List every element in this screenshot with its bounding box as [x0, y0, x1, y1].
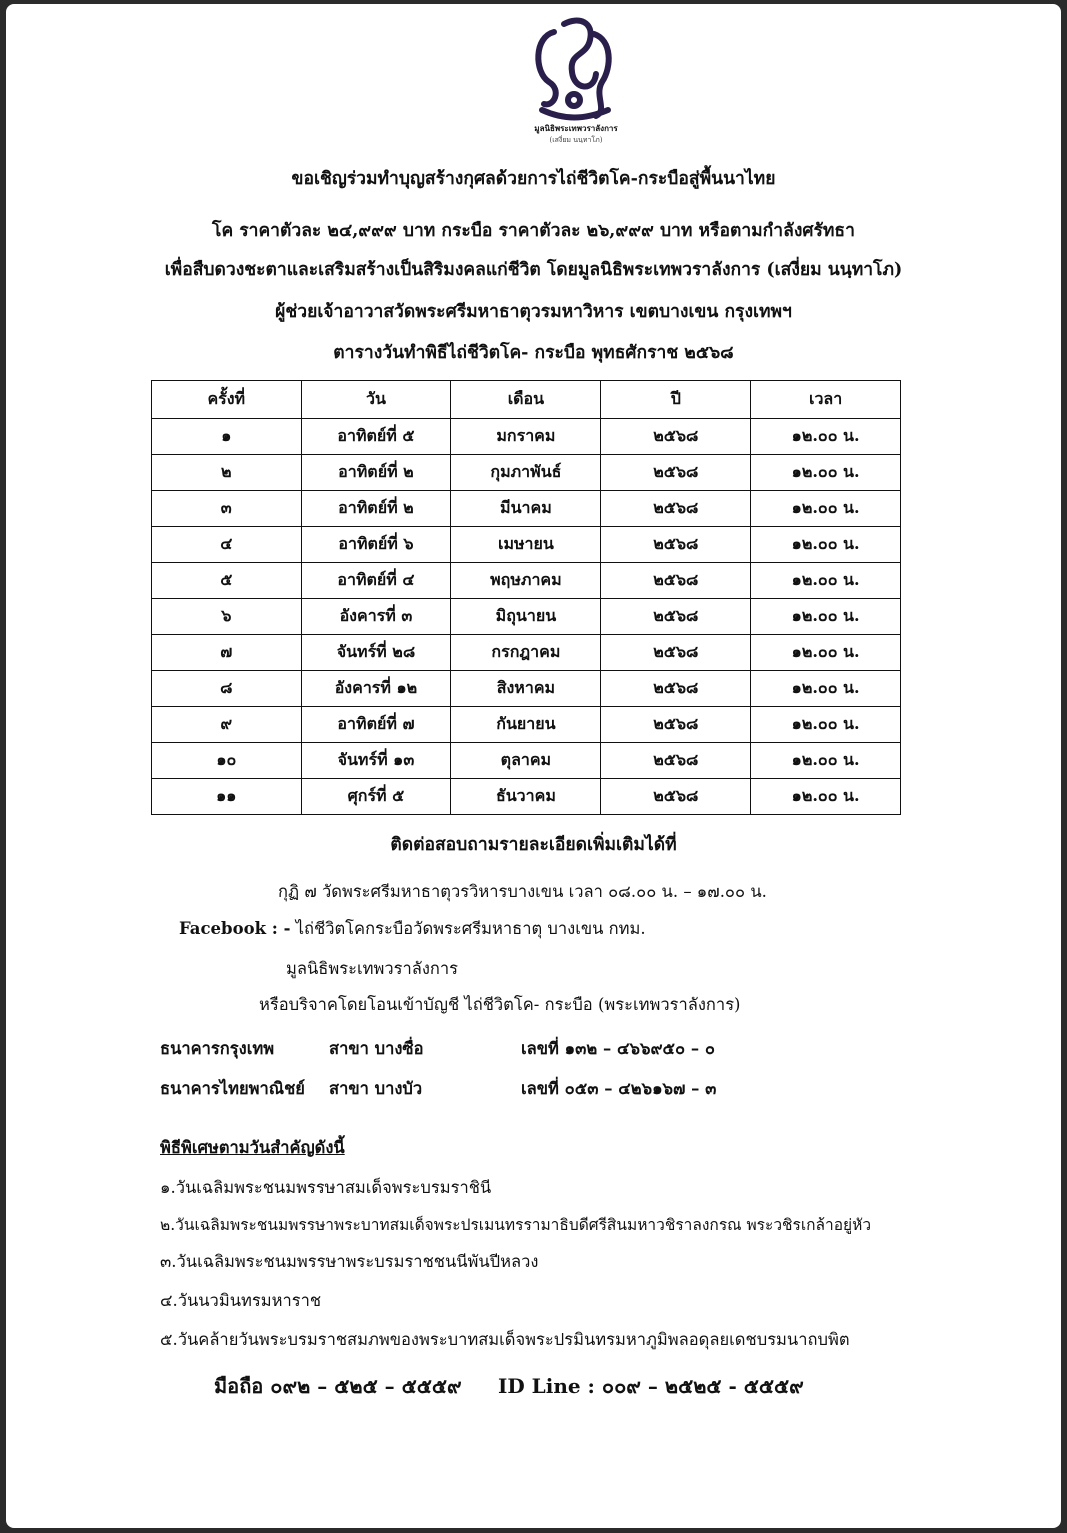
facebook-page-link[interactable]: ไถ่ชีวิตโคกระบือวัดพระศรีมหาธาตุ บางเขน กทม. [295, 919, 646, 938]
cell-round: ๔ [152, 527, 302, 563]
org-name: มูลนิธิพระเทพวราลังการ [534, 123, 618, 133]
cell-day: อาทิตย์ที่ ๗ [301, 707, 451, 743]
table-row [152, 599, 901, 635]
cell-time: ๑๒.๐๐ น. [751, 419, 901, 455]
facebook-label: Facebook : - [179, 919, 291, 938]
cell-month: กรกฎาคม [451, 635, 601, 671]
cell-round: ๓ [152, 491, 302, 527]
table-row [152, 635, 901, 671]
cell-day: อังคารที่ ๑๒ [301, 671, 451, 707]
cell-day: อาทิตย์ที่ ๖ [301, 527, 451, 563]
bank-branch: สาขา บางซื่อ [329, 1039, 424, 1058]
cell-day: อาทิตย์ที่ ๕ [301, 419, 451, 455]
cell-month: มีนาคม [451, 491, 601, 527]
cell-month: กันยายน [451, 707, 601, 743]
cell-year: ๒๕๖๘ [601, 491, 751, 527]
foundation-seal-icon [524, 12, 622, 124]
cell-day: อาทิตย์ที่ ๒ [301, 455, 451, 491]
list-item: ๓.วันเฉลิมพระชนมพรรษาพระบรมราชชนนีพันปีหลวง [160, 1252, 539, 1271]
cell-year: ๒๕๖๘ [601, 455, 751, 491]
special-ceremonies-heading: พิธีพิเศษตามวันสำคัญดังนี้ [160, 1138, 345, 1157]
table-row [152, 455, 901, 491]
cell-round: ๑๑ [152, 779, 302, 815]
table-row [152, 671, 901, 707]
cell-month: สิงหาคม [451, 671, 601, 707]
donation-line: หรือบริจาคโดยโอนเข้าบัญชี ไถ่ชีวิตโค- กระบือ (พระเทพวราลังการ) [259, 995, 741, 1014]
cell-round: ๑๐ [152, 743, 302, 779]
cell-year: ๒๕๖๘ [601, 419, 751, 455]
temple-line: ผู้ช่วยเจ้าอาวาสวัดพระศรีมหาธาตุวรมหาวิหาร เขตบางเขน กรุงเทพฯ [275, 302, 792, 322]
cell-round: ๗ [152, 635, 302, 671]
cell-round: ๑ [152, 419, 302, 455]
mobile-number: มือถือ ๐๙๒ – ๕๒๕ – ๕๕๕๙ [214, 1374, 462, 1398]
cell-month: กุมภาพันธ์ [451, 455, 601, 491]
cell-year: ๒๕๖๘ [601, 527, 751, 563]
cell-month: เมษายน [451, 527, 601, 563]
bank-branch: สาขา บางบัว [329, 1079, 423, 1098]
cell-year: ๒๕๖๘ [601, 671, 751, 707]
cell-time: ๑๒.๐๐ น. [751, 455, 901, 491]
office-hours: กุฏิ ๗ วัดพระศรีมหาธาตุวรวิหารบางเขน เวลา ๐๘.๐๐ น. – ๑๗.๐๐ น. [278, 882, 767, 901]
cell-month: พฤษภาคม [451, 563, 601, 599]
cell-time: ๑๒.๐๐ น. [751, 707, 901, 743]
header-round: ครั้งที่ [152, 381, 302, 419]
document-page [6, 4, 1061, 1528]
table-row [152, 707, 901, 743]
foundation-name: มูลนิธิพระเทพวราลังการ [286, 959, 459, 978]
cell-year: ๒๕๖๘ [601, 599, 751, 635]
cell-day: จันทร์ที่ ๒๘ [301, 635, 451, 671]
cell-time: ๑๒.๐๐ น. [751, 563, 901, 599]
list-item: ๒.วันเฉลิมพระชนมพรรษาพระบาทสมเด็จพระปรเมนทรรามาธิบดีศรีสินมหาวชิราลงกรณ พระวชิรเกล้าอยู่หัว [160, 1216, 872, 1234]
table-row [152, 419, 901, 455]
cell-time: ๑๒.๐๐ น. [751, 635, 901, 671]
cell-year: ๒๕๖๘ [601, 779, 751, 815]
price-line: โค ราคาตัวละ ๒๔,๙๙๙ บาท กระบือ ราคาตัวละ ๒๖,๙๙๙ บาท หรือตามกำลังศรัทธา [212, 221, 855, 241]
cell-month: ธันวาคม [451, 779, 601, 815]
cell-year: ๒๕๖๘ [601, 563, 751, 599]
cell-month: ตุลาคม [451, 743, 601, 779]
bank-account: เลขที่ ๐๕๓ – ๔๒๖๑๖๗ – ๓ [521, 1079, 717, 1098]
cell-time: ๑๒.๐๐ น. [751, 599, 901, 635]
facebook-row [179, 916, 646, 942]
table-row [152, 491, 901, 527]
cell-day: อังคารที่ ๓ [301, 599, 451, 635]
cell-day: อาทิตย์ที่ ๒ [301, 491, 451, 527]
cell-round: ๘ [152, 671, 302, 707]
cell-year: ๒๕๖๘ [601, 635, 751, 671]
ceremony-schedule-table [151, 380, 901, 815]
table-row [152, 779, 901, 815]
cell-time: ๑๒.๐๐ น. [751, 743, 901, 779]
list-item: ๔.วันนวมินทรมหาราช [160, 1291, 322, 1310]
list-item: ๑.วันเฉลิมพระชนมพรรษาสมเด็จพระบรมราชินี [160, 1178, 492, 1197]
cell-year: ๒๕๖๘ [601, 707, 751, 743]
cell-time: ๑๒.๐๐ น. [751, 779, 901, 815]
cell-round: ๒ [152, 455, 302, 491]
table-row [152, 563, 901, 599]
schedule-title: ตารางวันทำพิธีไถ่ชีวิตโค- กระบือ พุทธศักราช ๒๕๖๘ [333, 343, 734, 363]
header-year: ปี [601, 381, 751, 419]
cell-day: จันทร์ที่ ๑๓ [301, 743, 451, 779]
header-time: เวลา [751, 381, 901, 419]
table-row [152, 743, 901, 779]
cell-month: มิถุนายน [451, 599, 601, 635]
purpose-line: เพื่อสืบดวงชะตาและเสริมสร้างเป็นสิริมงคลแก่ชีวิต โดยมูลนิธิพระเทพวราลังการ (เสงี่ยม นนฺทาโภ) [164, 260, 903, 280]
cell-round: ๙ [152, 707, 302, 743]
invitation-heading: ขอเชิญร่วมทำบุญสร้างกุศลด้วยการไถ่ชีวิตโค-กระบือสู่พื้นนาไทย [291, 169, 776, 189]
header-day: วัน [301, 381, 451, 419]
cell-day: ศุกร์ที่ ๕ [301, 779, 451, 815]
cell-time: ๑๒.๐๐ น. [751, 671, 901, 707]
cell-time: ๑๒.๐๐ น. [751, 527, 901, 563]
bank-account: เลขที่ ๑๓๒ – ๔๖๖๙๕๐ – ๐ [521, 1039, 715, 1058]
contact-heading: ติดต่อสอบถามรายละเอียดเพิ่มเติมได้ที่ [390, 835, 677, 855]
cell-round: ๖ [152, 599, 302, 635]
table-header-row [152, 381, 901, 419]
header-month: เดือน [451, 381, 601, 419]
bank-name: ธนาคารไทยพาณิชย์ [160, 1079, 305, 1098]
list-item: ๕.วันคล้ายวันพระบรมราชสมภพของพระบาทสมเด็จพระปรมินทรมหาภูมิพลอดุลยเดชบรมนาถบพิต [160, 1330, 850, 1349]
table-row [152, 527, 901, 563]
org-subname: (เสงี่ยม นนฺทาโภ) [549, 136, 603, 144]
line-id: ID Line : ๐๐๙ – ๒๕๒๕ - ๕๕๕๙ [498, 1374, 804, 1398]
cell-round: ๕ [152, 563, 302, 599]
bank-name: ธนาคารกรุงเทพ [160, 1039, 275, 1058]
cell-time: ๑๒.๐๐ น. [751, 491, 901, 527]
cell-month: มกราคม [451, 419, 601, 455]
cell-year: ๒๕๖๘ [601, 743, 751, 779]
cell-day: อาทิตย์ที่ ๔ [301, 563, 451, 599]
